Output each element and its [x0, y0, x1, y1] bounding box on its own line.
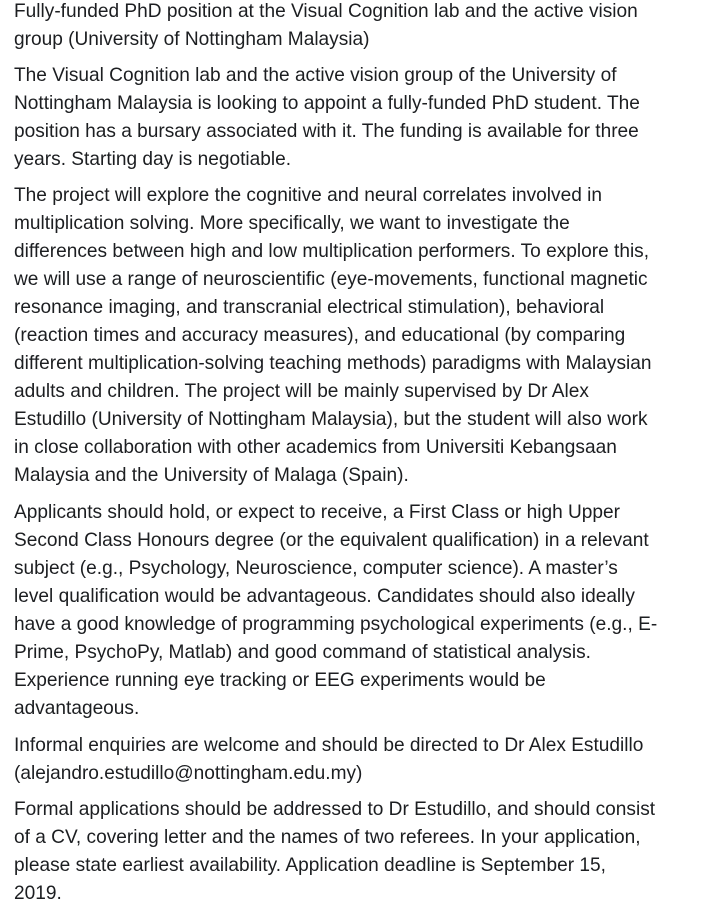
text-line: Applicants should hold, or expect to receive, a First Class or high Upper — [14, 502, 620, 523]
text-line: adults and children. The project will be mainly supervised by Dr Alex — [14, 381, 589, 402]
text-line: Malaysia and the University of Malaga (Spain). — [14, 465, 409, 486]
enquiries-paragraph — [14, 732, 643, 788]
text-line: in close collaboration with other academics from Universiti Kebangsaan — [14, 437, 617, 458]
text-line: Experience running eye tracking or EEG experiments would be — [14, 670, 546, 691]
post-title-paragraph — [14, 0, 638, 54]
text-line: differences between high and low multiplication performers. To explore this, — [14, 241, 650, 262]
applications-paragraph — [14, 796, 655, 908]
text-line: Nottingham Malaysia is looking to appoint a fully-funded PhD student. The — [14, 93, 640, 114]
text-line: please state earliest availability. Application deadline is September 15, — [14, 855, 606, 876]
project-paragraph — [14, 182, 651, 490]
requirements-paragraph — [14, 499, 657, 723]
text-line: we will use a range of neuroscientific (eye-movements, functional magnetic — [14, 269, 648, 290]
text-line: of a CV, covering letter and the names of two referees. In your application, — [14, 827, 641, 848]
intro-paragraph — [14, 62, 640, 174]
text-line: Fully-funded PhD position at the Visual Cognition lab and the active vision — [14, 1, 638, 22]
text-line: (alejandro.estudillo@nottingham.edu.my) — [14, 763, 363, 784]
text-line: resonance imaging, and transcranial electrical stimulation), behavioral — [14, 297, 605, 318]
text-line: have a good knowledge of programming psychological experiments (e.g., E- — [14, 614, 658, 635]
text-line: Formal applications should be addressed to Dr Estudillo, and should consist — [14, 799, 656, 820]
text-line: subject (e.g., Psychology, Neuroscience, computer science). A master’s — [14, 558, 618, 579]
text-line: Prime, PsychoPy, Matlab) and good command of statistical analysis. — [14, 642, 591, 663]
text-line: multiplication solving. More specifically, we want to investigate the — [14, 213, 570, 234]
text-line: years. Starting day is negotiable. — [14, 149, 292, 170]
text-line: different multiplication-solving teaching methods) paradigms with Malaysian — [14, 353, 652, 374]
text-line: The project will explore the cognitive and neural correlates involved in — [14, 185, 602, 206]
text-line: advantageous. — [14, 698, 140, 719]
text-line: Second Class Honours degree (or the equivalent qualification) in a relevant — [14, 530, 649, 551]
text-line: The Visual Cognition lab and the active vision group of the University of — [14, 65, 617, 86]
text-line: position has a bursary associated with it. The funding is available for three — [14, 121, 639, 142]
text-line: Estudillo (University of Nottingham Malaysia), but the student will also work — [14, 409, 648, 430]
text-line: level qualification would be advantageous. Candidates should also ideally — [14, 586, 635, 607]
text-line: Informal enquiries are welcome and should be directed to Dr Alex Estudillo — [14, 735, 644, 756]
text-line: group (University of Nottingham Malaysia) — [14, 29, 370, 50]
text-line: (reaction times and accuracy measures), and educational (by comparing — [14, 325, 626, 346]
text-line: 2019. — [14, 883, 62, 904]
